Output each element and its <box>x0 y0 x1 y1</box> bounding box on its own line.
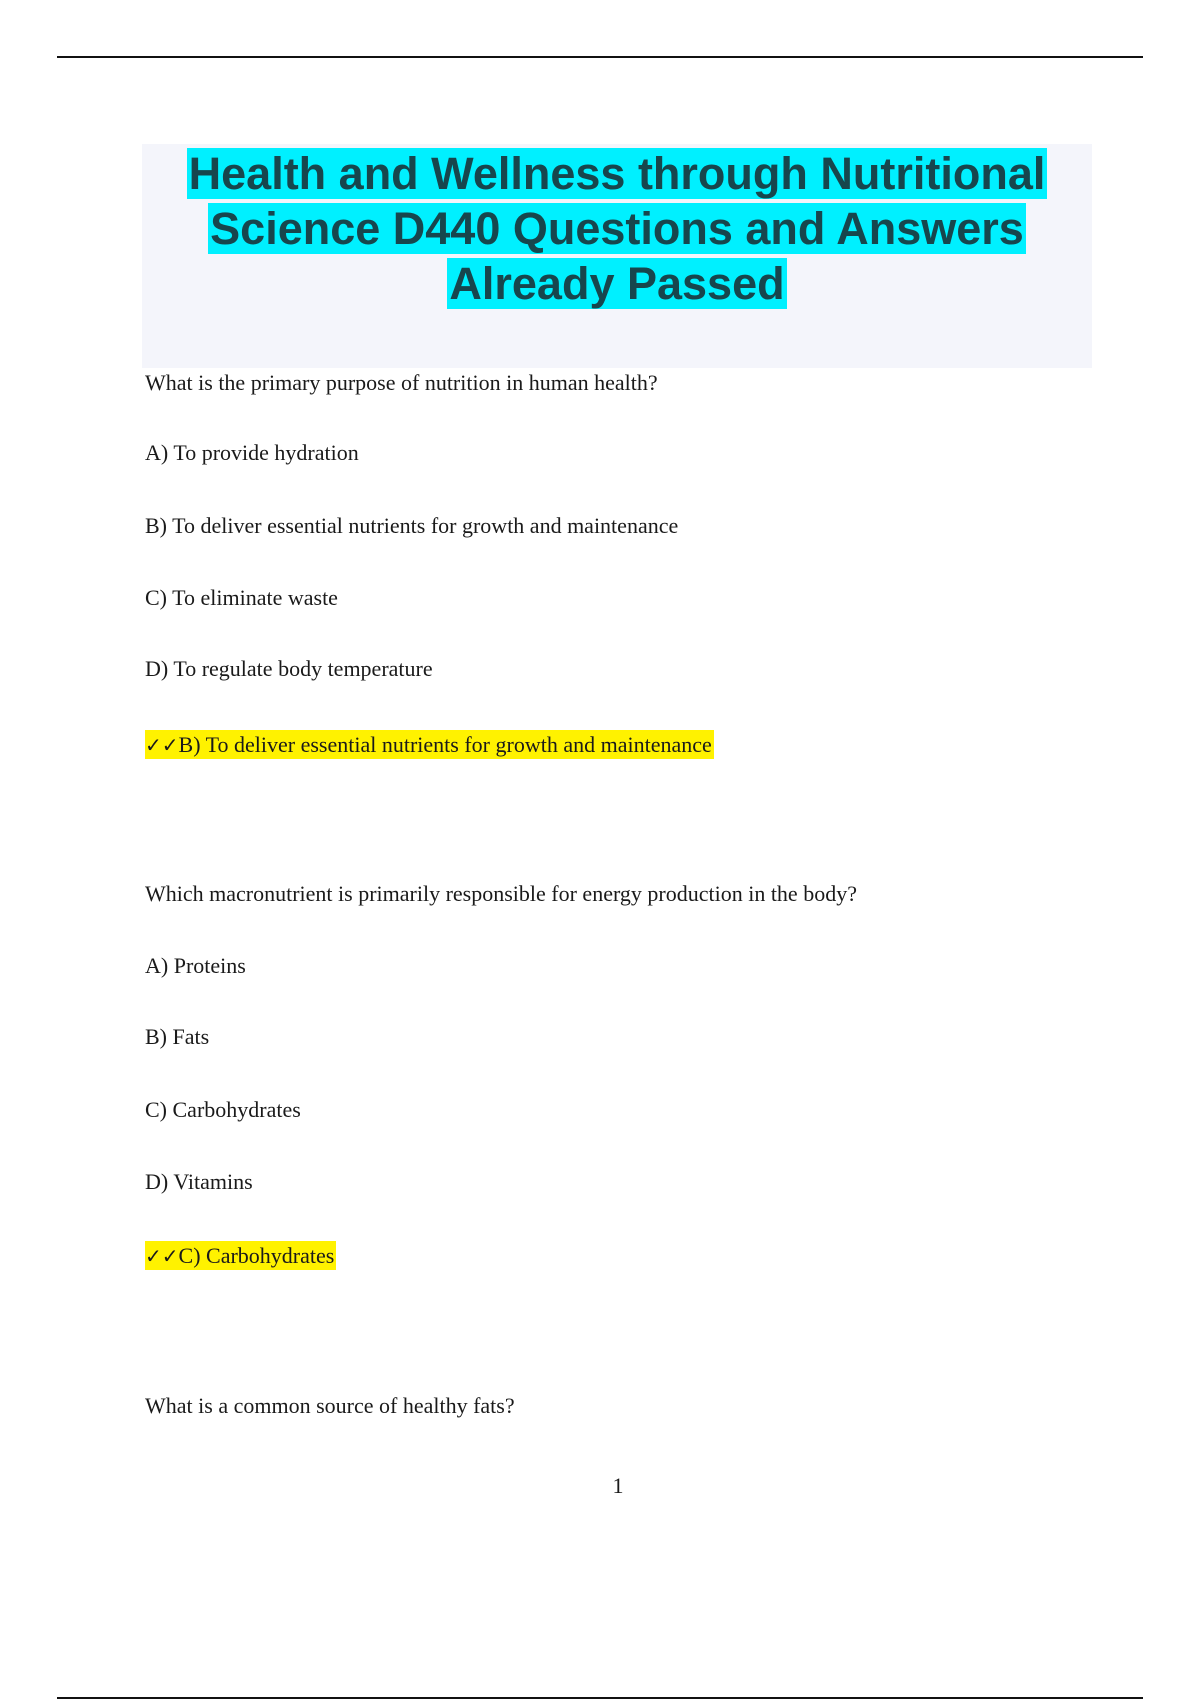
question-1-text: What is the primary purpose of nutrition in human health? <box>145 370 658 395</box>
page-number: 1 <box>612 1473 624 1498</box>
question-2-option-b: B) Fats <box>145 1024 210 1049</box>
answer-text: B) To deliver essential nutrients for growth and maintenance <box>178 732 712 757</box>
answer-highlight <box>145 730 714 759</box>
question-1-option-b: B) To deliver essential nutrients for growth and maintenance <box>145 513 679 538</box>
check-icon: ✓✓ <box>145 1244 179 1268</box>
question-2-option-c: C) Carbohydrates <box>145 1097 301 1122</box>
title-line-3: Already Passed <box>449 258 785 309</box>
question-1-option-d: D) To regulate body temperature <box>145 656 433 681</box>
question-2-option-d: D) Vitamins <box>145 1169 253 1194</box>
question-2-option-a: A) Proteins <box>145 953 246 978</box>
check-icon: ✓✓ <box>145 733 179 757</box>
question-3-text: What is a common source of healthy fats? <box>145 1393 515 1418</box>
question-2-text: Which macronutrient is primarily responsible for energy production in the body? <box>145 881 857 906</box>
answer-highlight <box>145 1241 336 1270</box>
answer-text: C) Carbohydrates <box>178 1243 335 1268</box>
question-1-option-a: A) To provide hydration <box>145 440 359 465</box>
question-2-answer <box>145 1243 336 1269</box>
question-1-option-c: C) To eliminate waste <box>145 585 338 610</box>
question-1-answer <box>145 732 714 758</box>
footer-rule <box>57 1697 1143 1699</box>
header-rule <box>57 56 1143 58</box>
title-line-1: Health and Wellness through Nutritional <box>188 148 1046 199</box>
document-title <box>142 146 1092 311</box>
title-line-2: Science D440 Questions and Answers <box>210 203 1024 254</box>
